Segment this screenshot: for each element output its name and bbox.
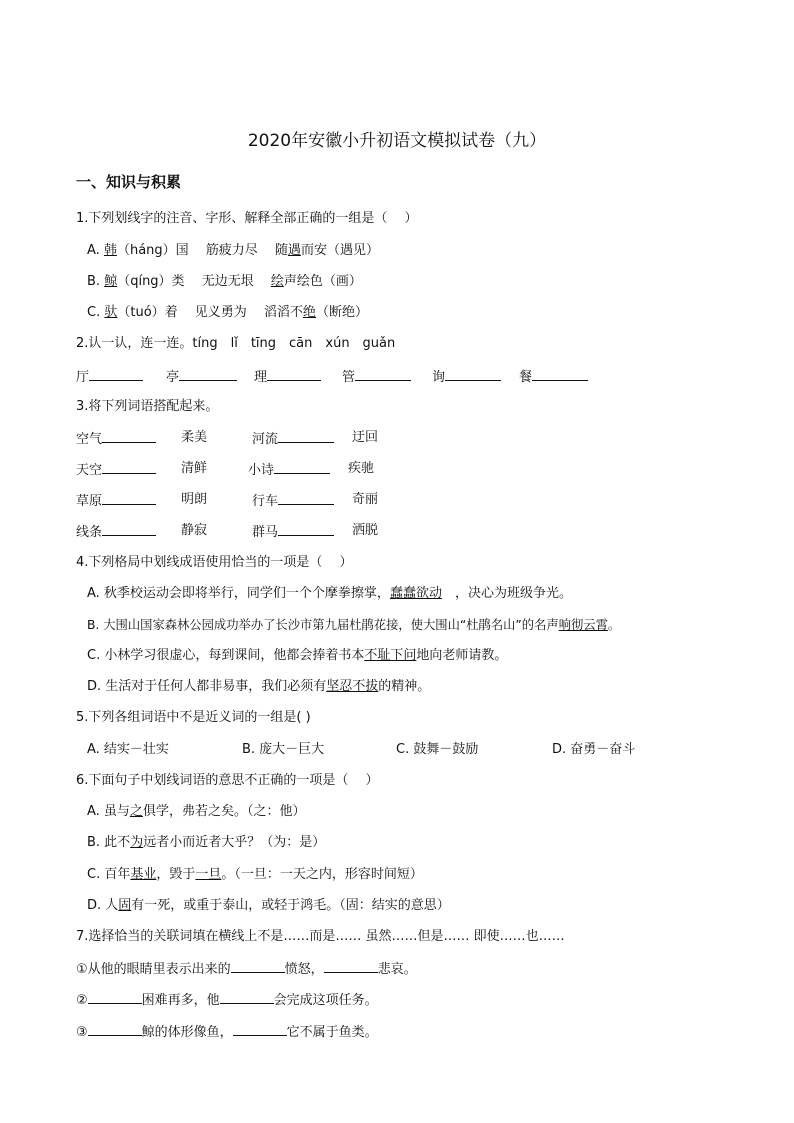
- question-2-stem: 2.认一认，连一连。tíng lǐ tīng cān xún guǎn: [76, 336, 396, 351]
- q4-option-d: D. 生活对于任何人都非易事，我们必须有坚忍不拔的精神。: [87, 679, 431, 694]
- answer-blank[interactable]: [102, 459, 156, 474]
- answer-blank[interactable]: [274, 459, 330, 474]
- answer-blank[interactable]: [179, 366, 237, 381]
- page-title: 2020年安徽小升初语文模拟试卷（九）: [247, 131, 547, 151]
- q2-char: 餐: [519, 366, 588, 388]
- q5-option-d: D. 奋勇－奋斗: [552, 742, 636, 757]
- q7-sentence-3: ③ 鲸的体形像鱼， 它不属于鱼类。: [76, 1021, 378, 1041]
- answer-blank[interactable]: [532, 366, 588, 381]
- q2-char: 询: [432, 366, 501, 388]
- question-7-stem: 7.选择恰当的关联词填在横线上不是……而是…… 虽然……但是…… 即使……也……: [76, 929, 565, 944]
- answer-blank[interactable]: [102, 490, 156, 505]
- question-3-stem: 3.将下列词语搭配起来。: [76, 399, 219, 414]
- question-6-stem: 6.下面句子中划线词语的意思不正确的一项是（ ）: [76, 773, 379, 788]
- answer-blank[interactable]: [231, 958, 285, 973]
- answer-blank[interactable]: [89, 366, 143, 381]
- answer-blank[interactable]: [278, 490, 334, 505]
- q5-option-b: B. 庞大－巨大: [242, 742, 325, 757]
- answer-blank[interactable]: [355, 366, 411, 381]
- q6-option-a: A. 虽与之俱学，弗若之矣。（之：他）: [87, 804, 306, 819]
- answer-blank[interactable]: [324, 958, 378, 973]
- q6-option-c: C. 百年基业，毁于一旦。（一旦：一天之内，形容时间短）: [87, 867, 423, 882]
- answer-blank[interactable]: [220, 989, 274, 1004]
- q5-option-c: C. 鼓舞－鼓励: [396, 742, 479, 757]
- q6-option-d: D. 人固有一死，或重于泰山，或轻于鸿毛。（固：结实的意思）: [87, 898, 450, 913]
- q4-option-c: C. 小林学习很虚心，每到课间，他都会捧着书本不耻下问地向老师请教。: [87, 648, 508, 663]
- answer-blank[interactable]: [102, 521, 156, 536]
- answer-blank[interactable]: [102, 428, 156, 443]
- question-5-stem: 5.下列各组词语中不是近义词的一组是( ): [76, 710, 311, 725]
- answer-blank[interactable]: [233, 1021, 287, 1036]
- q2-char: 厅: [76, 366, 143, 388]
- q1-option-c: C. 驮（tuó）着 见义勇为 滔滔不绝（断绝）: [87, 305, 368, 320]
- q7-sentence-1: ①从他的眼睛里表示出来的 愤怒， 悲哀。: [76, 958, 417, 978]
- question-1-stem: 1.下列划线字的注音、字形、解释全部正确的一组是（ ）: [76, 211, 418, 226]
- q5-option-a: A. 结实－壮实: [87, 742, 169, 757]
- question-4-stem: 4.下列格局中划线成语使用恰当的一项是（ ）: [76, 555, 353, 570]
- q6-option-b: B. 此不为远者小而近者大乎？（为：是）: [87, 835, 326, 850]
- answer-blank[interactable]: [88, 1021, 142, 1036]
- q2-char: 管: [342, 366, 411, 388]
- answer-blank[interactable]: [267, 366, 321, 381]
- q2-char: 理: [254, 366, 321, 388]
- answer-blank[interactable]: [278, 521, 334, 536]
- q4-option-b: B. 大围山国家森林公园成功举办了长沙市第九届杜鹃花接，使大围山“杜鹃名山”的名声响彻云霄。: [87, 618, 621, 632]
- q4-option-a: A. 秋季校运动会即将举行，同学们一个个摩拳擦掌，蠢蠢欲动 ，决心为班级争光。: [87, 586, 572, 601]
- answer-blank[interactable]: [88, 989, 142, 1004]
- q1-option-b: B. 鲸（qíng）类 无边无垠 绘声绘色（画）: [87, 274, 362, 289]
- answer-blank[interactable]: [278, 428, 334, 443]
- answer-blank[interactable]: [445, 366, 501, 381]
- section-heading: 一、知识与积累: [76, 173, 182, 191]
- q7-sentence-2: ② 困难再多，他 会完成这项任务。: [76, 989, 378, 1009]
- q1-option-a: A. 韩（háng）国 筋疲力尽 随遇而安（遇见）: [87, 243, 379, 258]
- q2-char: 亭: [166, 366, 237, 388]
